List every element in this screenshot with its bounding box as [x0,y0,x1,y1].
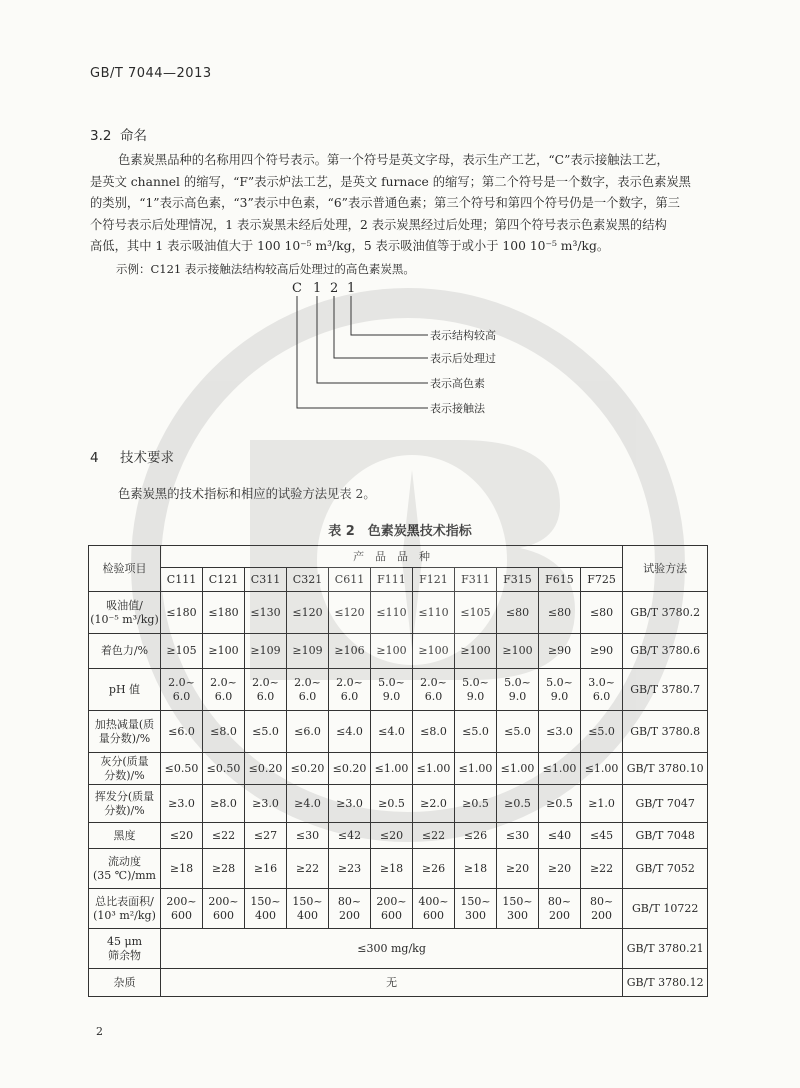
cell-line: 150~ [460,894,491,908]
cell-line: (35 ℃)/mm [93,868,156,882]
value-cell [581,889,623,929]
cell-line: 量分数)/% [98,731,151,745]
cell-line: 2.0~ [252,675,279,689]
cell-line: 2.0~ [336,675,363,689]
value-cell: ≤110 [413,592,455,634]
grade-header-c111: C111 [161,568,203,592]
value-cell: ≥18 [161,849,203,889]
value-cell [497,889,539,929]
cell-line: 150~ [250,894,281,908]
table-row [89,849,708,889]
method-cell: GB/T 7052 [623,849,708,889]
cell-line: 加热减量(质 [94,717,155,731]
symbol-1: 1 [313,281,322,296]
value-cell: ≥22 [581,849,623,889]
value-cell: ≤27 [245,823,287,849]
table-row-sieve [89,929,708,969]
value-cell: ≥23 [329,849,371,889]
grade-header-f725: F725 [581,568,623,592]
grade-header-f111: F111 [371,568,413,592]
value-cell [161,889,203,929]
value-cell: ≤80 [539,592,581,634]
value-cell: ≤26 [455,823,497,849]
label-process: 表示接触法 [430,402,485,415]
value-cell: ≤0.20 [287,753,329,785]
symbol-c: C [292,281,302,296]
requirements-paragraph: 色素炭黑的技术指标和相应的试验方法见表 2。 [118,487,376,501]
value-cell: ≤42 [329,823,371,849]
cell-line: 6.0 [256,689,275,703]
value-cell [287,669,329,711]
cell-line: 3.0~ [588,675,615,689]
value-cell: ≤1.00 [371,753,413,785]
value-cell: ≥1.0 [581,785,623,823]
method-cell: GB/T 7047 [623,785,708,823]
value-cell: ≥0.5 [455,785,497,823]
value-cell [413,889,455,929]
cell-line: 分数)/% [104,768,145,782]
value-cell: ≤4.0 [371,711,413,753]
table-row [89,592,708,634]
value-cell: ≥3.0 [329,785,371,823]
paragraph-line: 是英文 channel 的缩写，“F”表示炉法工艺，是英文 furnace 的缩写；第二个符号是一个数字，表示色素炭黑 [90,174,691,189]
row-item-label [89,669,161,711]
cell-line: 600 [423,908,444,922]
value-cell: ≥20 [497,849,539,889]
leader-process [297,296,428,408]
table-title: 表 2 色素炭黑技术指标 [328,524,472,539]
cell-line: 400 [255,908,276,922]
value-cell: ≤5.0 [581,711,623,753]
cell-line: 5.0~ [546,675,573,689]
header-item: 检验项目 [89,546,161,592]
value-cell: ≤1.00 [455,753,497,785]
value-cell: ≤30 [287,823,329,849]
cell-line: 200~ [376,894,407,908]
cell-line: 2.0~ [210,675,237,689]
value-cell: ≥2.0 [413,785,455,823]
method-cell: GB/T 3780.2 [623,592,708,634]
cell-line: 6.0 [424,689,443,703]
method-cell: GB/T 3780.6 [623,634,708,669]
row-item-label [89,785,161,823]
spec-table [88,545,708,997]
value-cell [371,889,413,929]
example-text: 示例：C121 表示接触法结构较高后处理过的高色素炭黑。 [116,262,415,276]
cell-line: (10⁻⁵ m³/kg) [90,612,159,626]
value-cell: ≤180 [203,592,245,634]
value-cell [245,889,287,929]
cell-line: 300 [507,908,528,922]
value-cell: ≤5.0 [245,711,287,753]
cell-line: 流动度 [108,854,141,868]
value-cell: ≤4.0 [329,711,371,753]
naming-paragraph [90,150,708,258]
paragraph-line: 高低，其中 1 表示吸油值大于 100 10⁻⁵ m³/kg，5 表示吸油值等于或小于 100 10⁻⁵ m³/kg。 [90,239,610,253]
cell-line: 300 [465,908,486,922]
table-row [89,669,708,711]
value-cell: ≥100 [455,634,497,669]
cell-line: 吸油值/ [106,598,143,612]
value-cell [203,669,245,711]
value-cell: ≥18 [455,849,497,889]
cell-line: 200 [549,908,570,922]
cell-line: 600 [213,908,234,922]
impurity-value-cell: 无 [161,969,623,997]
value-cell: ≤0.50 [161,753,203,785]
cell-line: 9.0 [550,689,569,703]
cell-line: 600 [381,908,402,922]
value-cell: ≤8.0 [203,711,245,753]
value-cell: ≤180 [161,592,203,634]
row-item-label [89,929,161,969]
table-row-impurity [89,969,708,997]
value-cell: ≥109 [287,634,329,669]
value-cell: ≤30 [497,823,539,849]
method-cell: GB/T 10722 [623,889,708,929]
cell-line: 着色力/% [100,644,149,657]
leader-treatment [334,296,428,358]
value-cell: ≥26 [413,849,455,889]
value-cell: ≤45 [581,823,623,849]
value-cell: ≤120 [287,592,329,634]
cell-line: 灰分(质量 [100,754,149,768]
table-body [89,592,708,997]
cell-line: 200~ [166,894,197,908]
value-cell: ≥100 [203,634,245,669]
cell-line: 80~ [337,894,362,908]
section-number: 4 [90,450,99,466]
value-cell: ≥16 [245,849,287,889]
value-cell: ≤22 [413,823,455,849]
label-pigment: 表示高色素 [430,377,485,390]
value-cell: ≥90 [581,634,623,669]
value-cell: ≤40 [539,823,581,849]
table-row [89,823,708,849]
cell-line: 400 [297,908,318,922]
value-cell: ≥22 [287,849,329,889]
cell-line: 分数)/% [104,803,145,817]
value-cell [539,669,581,711]
row-item-label [89,889,161,929]
cell-line: 6.0 [214,689,233,703]
symbol-1b: 1 [347,281,356,296]
cell-line: 5.0~ [462,675,489,689]
value-cell: ≥109 [245,634,287,669]
row-item-label [89,823,161,849]
cell-line: 200~ [208,894,239,908]
value-cell [245,669,287,711]
section-title: 命名 [120,128,147,144]
value-cell: ≤105 [455,592,497,634]
cell-line: 6.0 [172,689,191,703]
grade-header-f315: F315 [497,568,539,592]
value-cell: ≥100 [371,634,413,669]
section-3-2-heading [90,124,147,144]
value-cell: ≥28 [203,849,245,889]
value-cell: ≥8.0 [203,785,245,823]
cell-line: 9.0 [508,689,527,703]
cell-line: 600 [171,908,192,922]
value-cell: ≥4.0 [287,785,329,823]
value-cell: ≥3.0 [245,785,287,823]
label-treatment: 表示后处理过 [430,352,496,365]
row-item-label [89,753,161,785]
paragraph-line: 的类别，“1”表示高色素，“3”表示中色素，“6”表示普通色素；第三个符号和第四个符号仍是一个数字，第三 [90,196,680,210]
row-item-label: 杂质 [89,969,161,997]
cell-line: 挥发分(质量 [94,789,155,803]
value-cell: ≤80 [497,592,539,634]
value-cell [371,669,413,711]
value-cell [287,889,329,929]
cell-line: 150~ [292,894,323,908]
value-cell: ≤120 [329,592,371,634]
value-cell: ≤20 [371,823,413,849]
value-cell: ≤22 [203,823,245,849]
cell-line: 45 μm [106,934,143,948]
row-item-label [89,634,161,669]
grade-header-c121: C121 [203,568,245,592]
value-cell [497,669,539,711]
paragraph-line: 个符号表示后处理情况，1 表示炭黑未经后处理，2 表示炭黑经过后处理；第四个符号表示色素炭黑的结构 [90,217,667,232]
header-product-group: 产 品 品 种 [161,546,623,568]
row-item-label [89,592,161,634]
section-4-heading [90,446,174,466]
value-cell: ≥90 [539,634,581,669]
value-cell: ≤1.00 [413,753,455,785]
value-cell [539,889,581,929]
cell-line: 9.0 [382,689,401,703]
leader-structure [351,296,428,335]
table-row [89,785,708,823]
table-row [89,634,708,669]
label-structure: 表示结构较高 [430,329,496,342]
standard-code: GB/T 7044—2013 [90,66,212,81]
value-cell: ≥0.5 [371,785,413,823]
value-cell: ≥0.5 [539,785,581,823]
value-cell: ≤0.20 [245,753,287,785]
cell-line: 80~ [547,894,572,908]
sieve-value-cell: ≤300 mg/kg [161,929,623,969]
cell-line: 5.0~ [378,675,405,689]
value-cell: ≥106 [329,634,371,669]
value-cell: ≥20 [539,849,581,889]
table-row [89,711,708,753]
method-cell: GB/T 3780.8 [623,711,708,753]
value-cell: ≤1.00 [539,753,581,785]
value-cell: ≤5.0 [497,711,539,753]
value-cell: ≥3.0 [161,785,203,823]
value-cell [203,889,245,929]
value-cell: ≤3.0 [539,711,581,753]
cell-line: 2.0~ [294,675,321,689]
value-cell: ≥105 [161,634,203,669]
grade-header-f615: F615 [539,568,581,592]
value-cell: ≤110 [371,592,413,634]
symbol-2: 2 [330,281,339,296]
grade-header-c311: C311 [245,568,287,592]
value-cell: ≤1.00 [581,753,623,785]
grade-header-f121: F121 [413,568,455,592]
section-number: 3.2 [90,128,112,144]
value-cell: ≥0.5 [497,785,539,823]
page-number: 2 [96,1025,103,1038]
value-cell: ≤8.0 [413,711,455,753]
grade-header-c321: C321 [287,568,329,592]
value-cell [455,669,497,711]
value-cell [413,669,455,711]
cell-line: 80~ [589,894,614,908]
grade-header-f311: F311 [455,568,497,592]
cell-line: pH 值 [108,682,141,696]
section-title: 技术要求 [120,450,174,466]
value-cell [329,889,371,929]
value-cell: ≥100 [413,634,455,669]
cell-line: 150~ [502,894,533,908]
value-cell [581,669,623,711]
row-item-label [89,711,161,753]
cell-line: (10³ m²/kg) [93,908,156,922]
value-cell: ≥18 [371,849,413,889]
table-header-row [89,546,708,568]
cell-line: 200 [591,908,613,922]
paragraph-line: 色素炭黑品种的名称用四个符号表示。第一个符号是英文字母，表示生产工艺，“C”表示接触法工艺， [118,153,669,167]
cell-line: 200 [339,908,360,922]
table-row [89,753,708,785]
value-cell: ≤80 [581,592,623,634]
method-cell: GB/T 3780.10 [623,753,708,785]
cell-line: 6.0 [340,689,359,703]
cell-line: 黑度 [113,828,136,842]
grade-header-row [89,568,708,592]
value-cell: ≤5.0 [455,711,497,753]
cell-line: 总比表面积/ [95,894,154,908]
cell-line: 2.0~ [420,675,447,689]
table-row [89,889,708,929]
cell-line: 筛余物 [108,948,141,962]
value-cell: ≤130 [245,592,287,634]
value-cell [455,889,497,929]
cell-line: 5.0~ [504,675,531,689]
value-cell [161,669,203,711]
value-cell [329,669,371,711]
row-item-label [89,849,161,889]
method-cell: GB/T 3780.7 [623,669,708,711]
method-cell: GB/T 7048 [623,823,708,849]
grade-header-c611: C611 [329,568,371,592]
cell-line: 2.0~ [168,675,195,689]
value-cell: ≤6.0 [287,711,329,753]
header-method: 试验方法 [623,546,708,592]
value-cell: ≤0.20 [329,753,371,785]
method-cell: GB/T 3780.12 [623,969,708,997]
value-cell: ≤0.50 [203,753,245,785]
cell-line: 6.0 [592,689,611,703]
method-cell: GB/T 3780.21 [623,929,708,969]
cell-line: 9.0 [466,689,485,703]
value-cell: ≤1.00 [497,753,539,785]
value-cell: ≤20 [161,823,203,849]
cell-line: 400~ [418,894,449,908]
value-cell: ≤6.0 [161,711,203,753]
value-cell: ≥100 [497,634,539,669]
leader-pigment [317,296,428,383]
cell-line: 6.0 [298,689,317,703]
